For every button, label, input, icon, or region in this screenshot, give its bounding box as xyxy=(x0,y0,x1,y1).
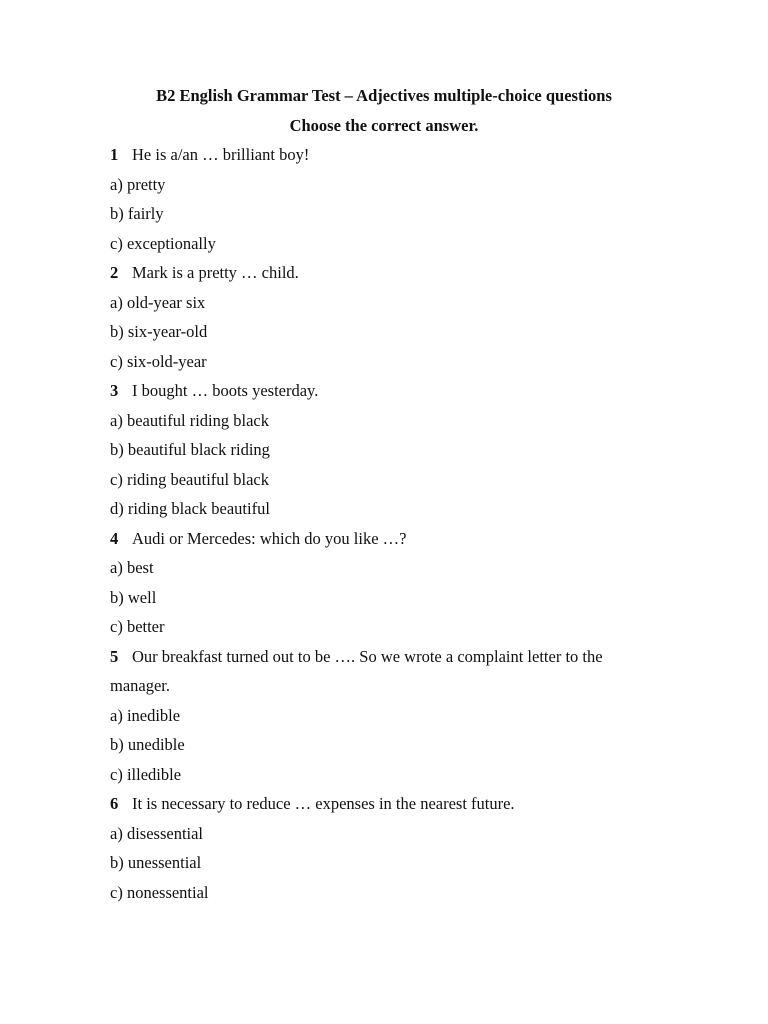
question-text: Audi or Mercedes: which do you like …? xyxy=(132,528,407,548)
answer-option: a) old-year six xyxy=(110,292,206,312)
question-text: He is a/an … brilliant boy! xyxy=(132,145,310,164)
answer-option: a) beautiful riding black xyxy=(110,410,269,430)
answer-option: c) better xyxy=(110,617,165,636)
question-4 xyxy=(110,528,670,558)
question-6 xyxy=(110,793,670,823)
question-number: 6 xyxy=(110,794,119,813)
answer-option: b) six-year-old xyxy=(110,322,208,341)
answer-option: a) disessential xyxy=(110,823,204,843)
answer-option: c) illedible xyxy=(110,764,182,784)
answer-option: b) unessential xyxy=(110,853,202,872)
question-number: 4 xyxy=(110,528,119,548)
document-instruction: Choose the correct answer. xyxy=(289,116,479,135)
answer-option: b) unedible xyxy=(110,735,185,754)
answer-option: a) pretty xyxy=(110,174,166,194)
question-text: I bought … boots yesterday. xyxy=(132,381,319,400)
answer-option: c) nonessential xyxy=(110,882,209,902)
document-title: B2 English Grammar Test – Adjectives multiple-choice questions xyxy=(156,86,612,105)
answer-option: a) inedible xyxy=(110,705,181,725)
question-list xyxy=(110,144,670,911)
answer-option: b) well xyxy=(110,587,157,607)
question-number: 5 xyxy=(110,646,119,666)
answer-option: c) exceptionally xyxy=(110,233,216,253)
answer-option: c) riding beautiful black xyxy=(110,469,269,489)
answer-option: b) fairly xyxy=(110,204,164,223)
question-number: 1 xyxy=(110,145,119,164)
question-text: Mark is a pretty … child. xyxy=(132,263,299,282)
question-2 xyxy=(110,262,670,292)
answer-option: a) best xyxy=(110,558,154,577)
question-text-continued: manager. xyxy=(110,676,171,695)
question-number: 3 xyxy=(110,381,119,400)
question-1 xyxy=(110,144,670,174)
question-3 xyxy=(110,380,670,410)
question-5 xyxy=(110,646,670,676)
answer-option: d) riding black beautiful xyxy=(110,499,270,518)
question-number: 2 xyxy=(110,263,119,282)
question-text: Our breakfast turned out to be …. So we wrote a complaint letter to the xyxy=(132,646,603,666)
question-text: It is necessary to reduce … expenses in the nearest future. xyxy=(132,794,515,813)
answer-option: b) beautiful black riding xyxy=(110,440,270,459)
answer-option: c) six-old-year xyxy=(110,351,207,371)
